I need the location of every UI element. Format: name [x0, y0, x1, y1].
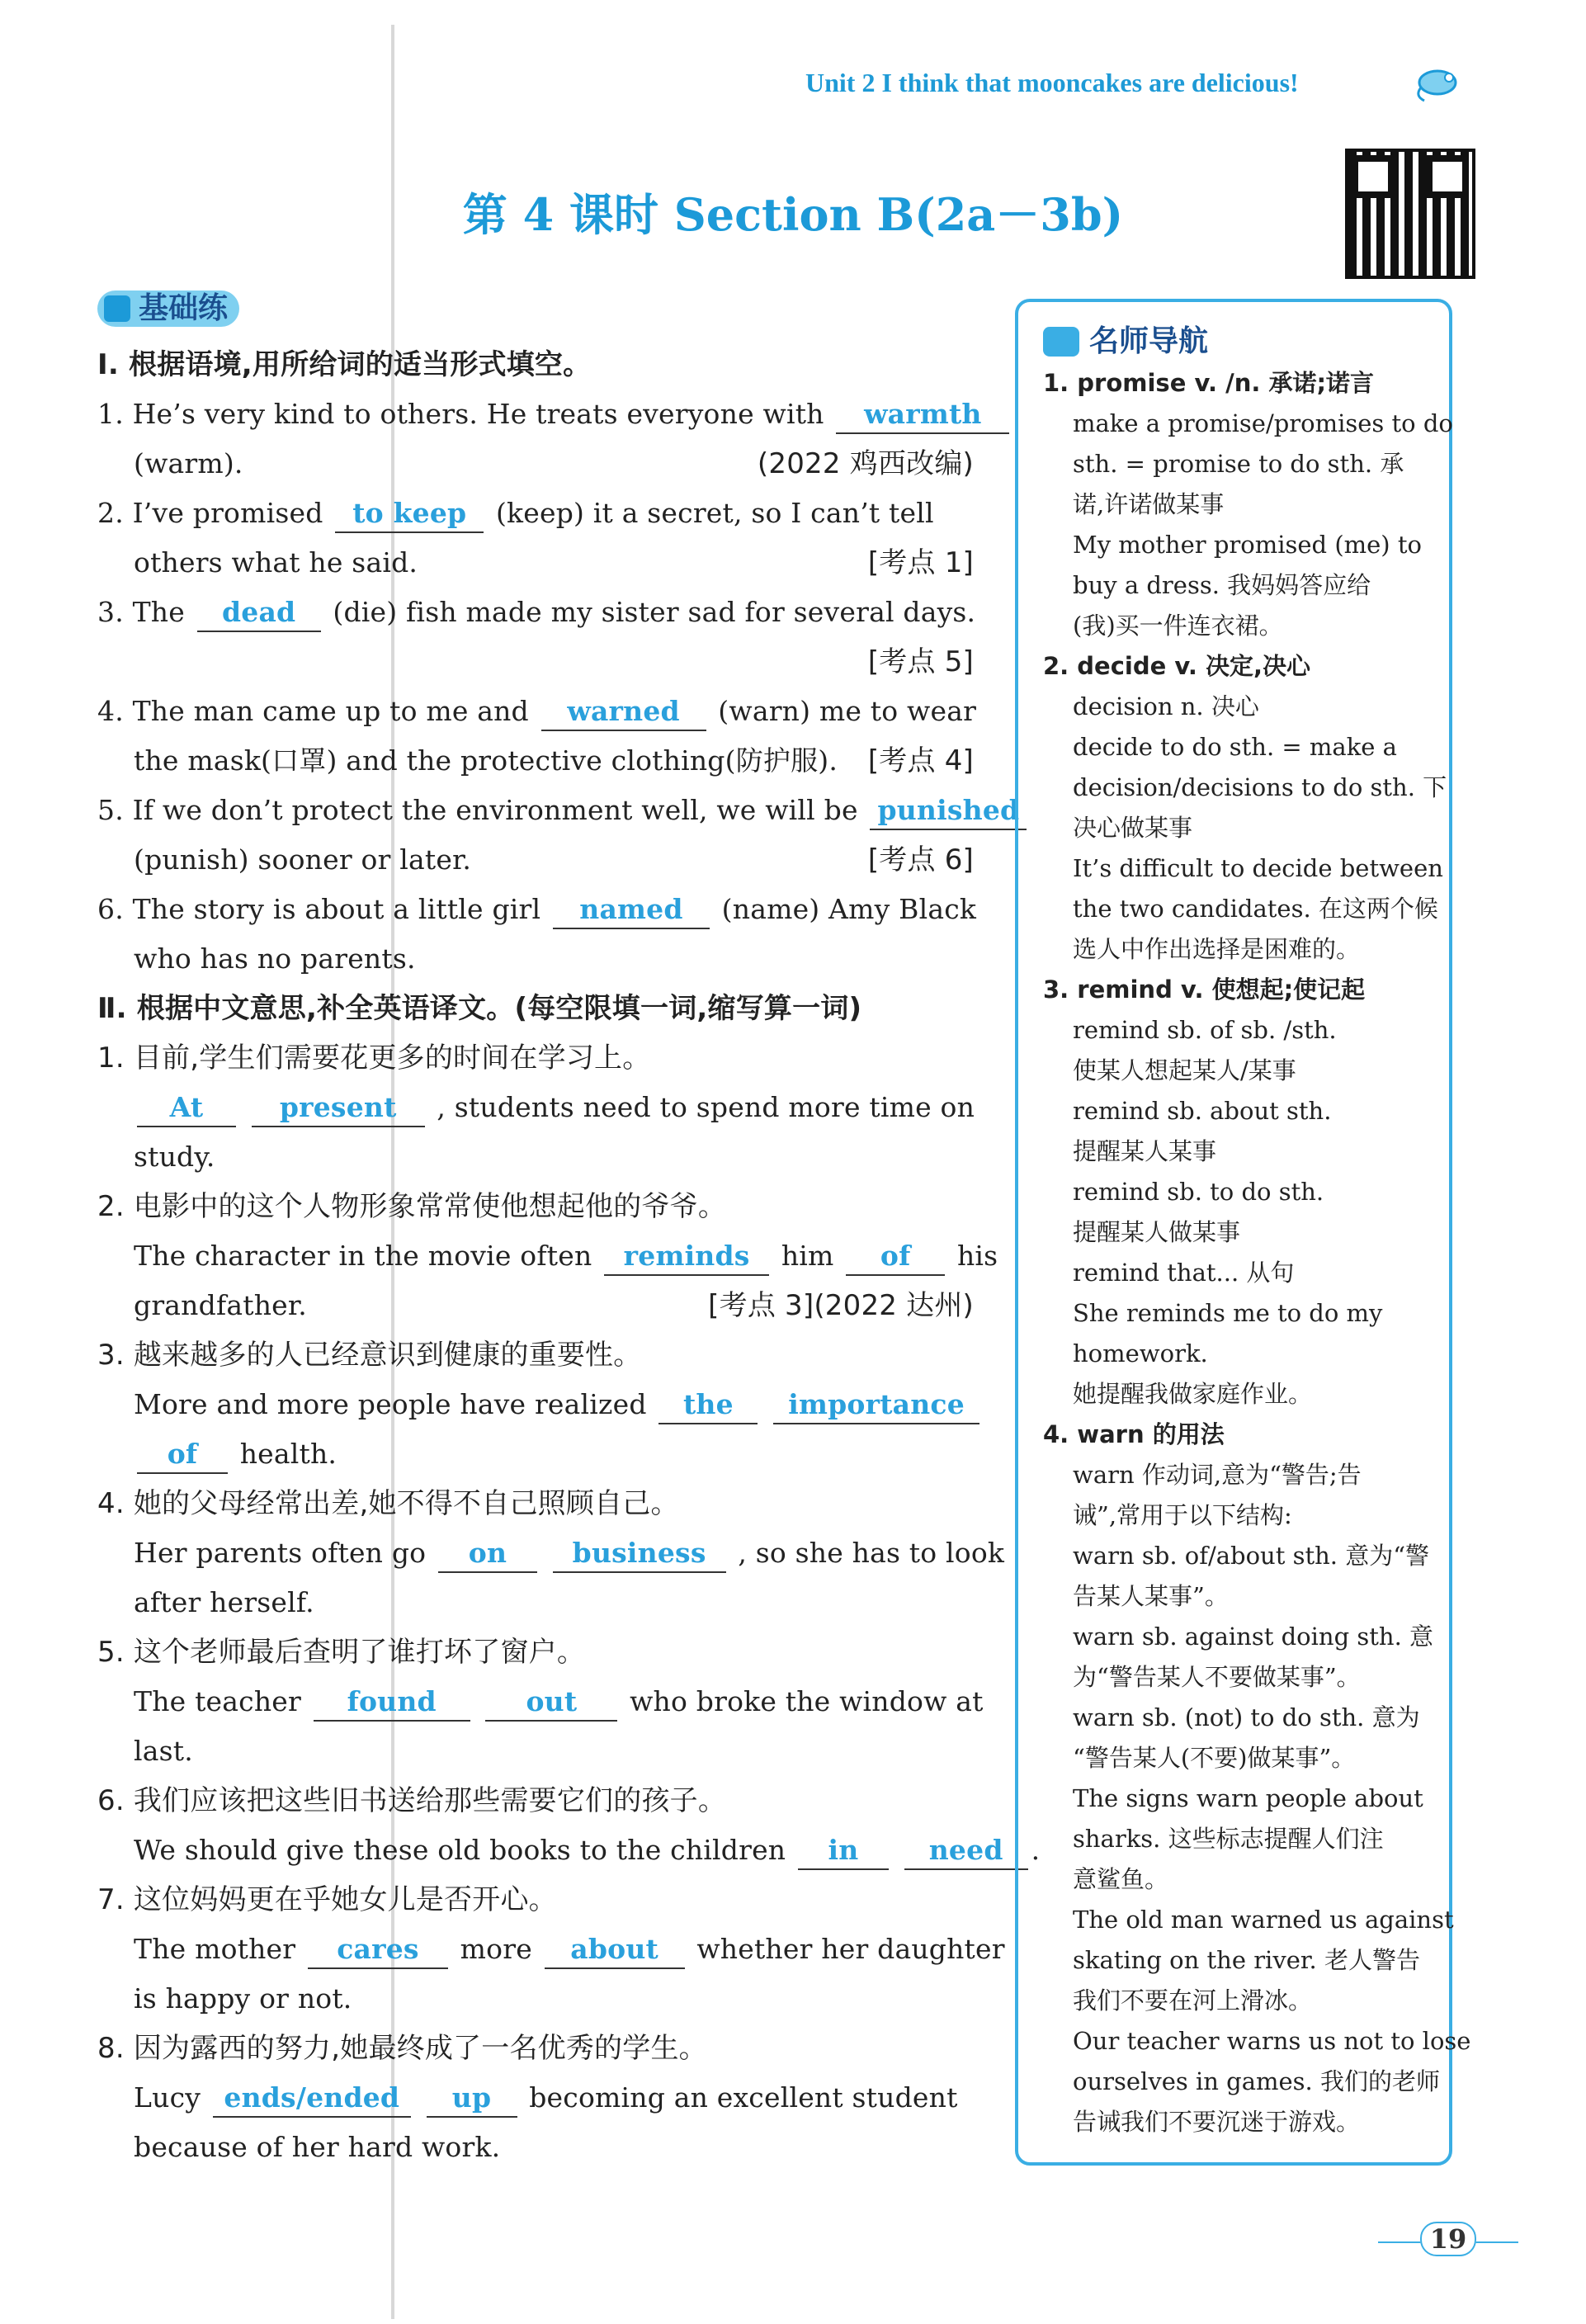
note-line: It’s difficult to decide between [1073, 854, 1443, 882]
note-line: 我们不要在河上滑冰。 [1073, 1986, 1313, 2015]
chinese-prompt: 7. 这位妈妈更在乎她女儿是否开心。 [97, 1883, 557, 1916]
answer-blank[interactable]: warned [541, 693, 706, 731]
list-item: The mother cares more about whether her daughter [97, 1925, 974, 1974]
list-item: of health. [97, 1429, 974, 1479]
list-item: The character in the movie often reminds him of his [97, 1231, 974, 1281]
list-item: 4. The man came up to me and warned (warn) me to wear [97, 687, 974, 736]
note-line: the two candidates. 在这两个候 [1073, 895, 1438, 923]
answer-blank[interactable]: At [137, 1089, 236, 1127]
note-line: decision n. 决心 [1073, 692, 1259, 720]
pen-icon [1043, 327, 1079, 357]
note-line: warn sb. of/about sth. 意为“警 [1073, 1542, 1430, 1570]
note-line: 她提醒我做家庭作业。 [1073, 1380, 1313, 1408]
answer-blank[interactable]: punished [870, 792, 1027, 830]
page-title: 第 4 课时 Section B(2a－3b) [462, 188, 1124, 241]
note-line: 使某人想起某人/某事 [1073, 1056, 1296, 1084]
note-line: remind sb. about sth. [1073, 1097, 1332, 1125]
note-line: remind sb. of sb. /sth. [1073, 1016, 1337, 1044]
sidebar-notes [1043, 363, 1471, 2142]
note-line: make a promise/promises to do [1073, 409, 1453, 437]
page-number: 19 [1403, 2223, 1494, 2255]
answer-blank[interactable]: business [553, 1535, 726, 1573]
note-line: decision/decisions to do sth. 下 [1073, 773, 1447, 801]
list-item: others what he said. [考点 1] [97, 538, 974, 588]
list-item: the mask(口罩) and the protective clothing(防护服). [考点 4] [97, 736, 974, 786]
exam-point-tag: [考点 3](2022 达州) [708, 1289, 974, 1322]
note-line: 提醒某人做某事 [1073, 1218, 1241, 1246]
note-line: 诺,许诺做某事 [1073, 490, 1225, 518]
answer-blank[interactable]: reminds [604, 1238, 769, 1276]
note-line: Our teacher warns us not to lose [1073, 2027, 1471, 2055]
note-line: remind that... 从句 [1073, 1259, 1295, 1287]
exam-point-tag: [考点 5] [867, 645, 974, 678]
note-line: skating on the river. 老人警告 [1073, 1946, 1420, 1974]
list-item: At present , students need to spend more time on [97, 1083, 974, 1132]
chinese-prompt: 1. 目前,学生们需要花更多的时间在学习上。 [97, 1042, 651, 1075]
chameleon-logo-icon [1413, 59, 1470, 106]
list-item: The teacher found out who broke the window at [97, 1677, 974, 1726]
exam-point-tag: [考点 1] [867, 546, 974, 579]
list-item: Lucy ends/ended up becoming an excellent student [97, 2073, 974, 2123]
answer-blank[interactable]: warmth [836, 396, 1009, 434]
note-line: ourselves in games. 我们的老师 [1073, 2067, 1440, 2095]
answer-blank[interactable]: up [427, 2080, 517, 2118]
note-line: 诫”,常用于以下结构: [1073, 1501, 1292, 1529]
note-line: “警告某人(不要)做某事”。 [1073, 1744, 1356, 1772]
note-line: warn sb. (not) to do sth. 意为 [1073, 1703, 1420, 1731]
note-heading: 4. warn 的用法 [1043, 1420, 1225, 1448]
answer-blank[interactable]: found [314, 1684, 470, 1722]
part2-heading: Ⅱ. 根据中文意思,补全英语译文。(每空限填一词,缩写算一词) [97, 992, 862, 1025]
note-line: 选人中作出选择是困难的。 [1073, 935, 1361, 963]
list-item: More and more people have realized the importance [97, 1380, 974, 1429]
chinese-prompt: 5. 这个老师最后查明了谁打坏了窗户。 [97, 1636, 586, 1669]
note-heading: 3. remind v. 使想起;使记起 [1043, 975, 1366, 1004]
list-item: Her parents often go on business , so she has to look [97, 1528, 974, 1578]
answer-blank[interactable]: importance [773, 1386, 979, 1424]
list-item: 3. The dead (die) fish made my sister sad for several days. [97, 588, 974, 637]
list-item: grandfather. [考点 3](2022 达州) [97, 1281, 974, 1330]
answer-blank[interactable]: dead [197, 594, 321, 632]
exercise-column [97, 340, 1041, 2172]
teacher-guide-sidebar [1015, 299, 1471, 2166]
note-line: homework. [1073, 1339, 1208, 1367]
note-line: warn 作动词,意为“警告;告 [1073, 1461, 1362, 1489]
unit-header: Unit 2 I think that mooncakes are delicious! [805, 68, 1299, 97]
list-item: 2. I’ve promised to keep (keep) it a secret, so I can’t tell [97, 489, 974, 538]
chinese-prompt: 4. 她的父母经常出差,她不得不自己照顾自己。 [97, 1487, 679, 1520]
note-line: decide to do sth. = make a [1073, 733, 1397, 761]
note-line: buy a dress. 我妈妈答应给 [1073, 571, 1371, 599]
note-line: The signs warn people about [1073, 1784, 1423, 1812]
list-item: is happy or not. [134, 1982, 352, 2015]
note-line: warn sb. against doing sth. 意 [1073, 1623, 1434, 1651]
note-line: sharks. 这些标志提醒人们注 [1073, 1825, 1384, 1853]
note-line: sth. = promise to do sth. 承 [1073, 450, 1404, 478]
note-line: 提醒某人某事 [1073, 1137, 1217, 1165]
list-item: last. [134, 1735, 193, 1767]
answer-blank[interactable]: to keep [335, 495, 484, 533]
answer-blank[interactable]: present [252, 1089, 425, 1127]
list-item: after herself. [134, 1586, 314, 1618]
list-item: study. [134, 1141, 215, 1173]
chinese-prompt: 8. 因为露西的努力,她最终成了一名优秀的学生。 [97, 2032, 707, 2065]
note-line: The old man warned us against [1073, 1906, 1454, 1934]
list-item: (warm). (2022 鸡西改编) [97, 439, 974, 489]
note-line: 为“警告某人不要做某事”。 [1073, 1663, 1361, 1691]
note-line: 告诫我们不要沉迷于游戏。 [1073, 2108, 1361, 2136]
list-item: 6. The story is about a little girl named (name) Amy Black [97, 885, 974, 934]
note-line: 告某人某事”。 [1073, 1582, 1229, 1610]
answer-blank[interactable]: in [798, 1832, 889, 1870]
answer-blank[interactable]: of [137, 1436, 228, 1474]
exam-point-tag: [考点 4] [867, 744, 974, 777]
list-item [97, 637, 974, 687]
note-line: remind sb. to do sth. [1073, 1178, 1324, 1206]
list-item: 1. He’s very kind to others. He treats everyone with warmth [97, 390, 974, 439]
answer-blank[interactable]: out [485, 1684, 617, 1722]
qr-code-icon[interactable] [1345, 149, 1475, 279]
answer-blank[interactable]: about [545, 1931, 685, 1969]
chinese-prompt: 6. 我们应该把这些旧书送给那些需要它们的孩子。 [97, 1784, 727, 1817]
source-tag: (2022 鸡西改编) [757, 447, 974, 480]
note-heading: 2. decide v. 决定,决心 [1043, 652, 1311, 680]
exam-point-tag: [考点 6] [867, 843, 974, 876]
chinese-prompt: 3. 越来越多的人已经意识到健康的重要性。 [97, 1339, 642, 1372]
answer-blank[interactable]: on [438, 1535, 537, 1573]
note-line: (我)买一件连衣裙。 [1073, 612, 1283, 640]
note-heading: 1. promise v. /n. 承诺;诺言 [1043, 369, 1375, 397]
answer-blank[interactable]: need [904, 1832, 1028, 1870]
book-icon [104, 295, 130, 322]
note-line: She reminds me to do my [1073, 1299, 1383, 1327]
chinese-prompt: 2. 电影中的这个人物形象常常使他想起他的爷爷。 [97, 1190, 727, 1223]
answer-blank[interactable]: cares [308, 1931, 448, 1969]
note-line: My mother promised (me) to [1073, 531, 1422, 559]
note-line: 意鲨鱼。 [1073, 1865, 1169, 1893]
answer-blank[interactable]: of [846, 1238, 945, 1276]
answer-blank[interactable]: ends/ended [213, 2080, 411, 2118]
list-item: who has no parents. [134, 942, 416, 975]
list-item: 5. If we don’t protect the environment well, we will be punished [97, 786, 974, 835]
note-line: 决心做某事 [1073, 814, 1193, 842]
answer-blank[interactable]: the [658, 1386, 758, 1424]
answer-blank[interactable]: named [553, 891, 710, 929]
list-item: We should give these old books to the children in need . [97, 1826, 974, 1875]
list-item: (punish) sooner or later. [考点 6] [97, 835, 974, 885]
section-label: 基础练 [97, 290, 239, 327]
sidebar-title: 名师导航 [1043, 320, 1429, 363]
list-item: because of her hard work. [134, 2131, 501, 2163]
part1-heading: Ⅰ. 根据语境,用所给词的适当形式填空。 [97, 348, 592, 381]
